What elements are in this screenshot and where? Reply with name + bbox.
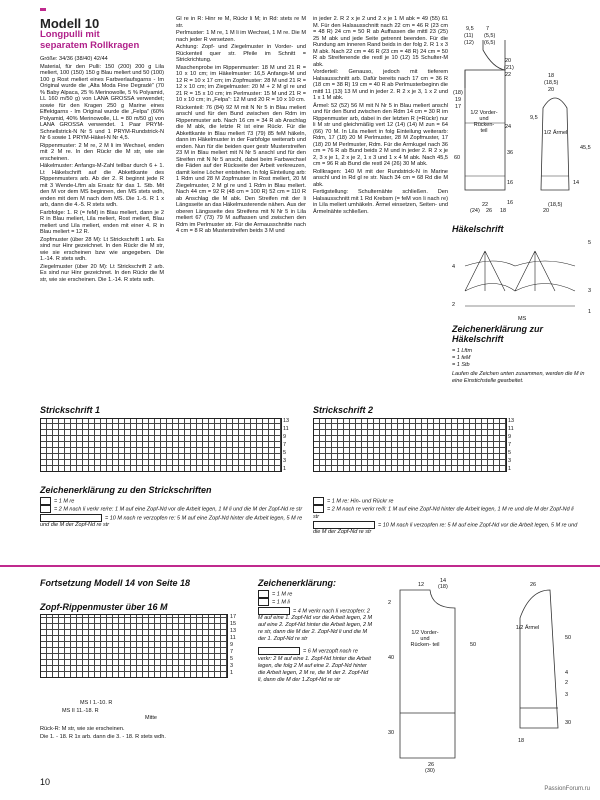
strickschrift2-grid: [313, 418, 507, 472]
schnitt1-dim: 20: [543, 208, 550, 214]
symbol-icon: [258, 598, 269, 606]
legend-l1: = 1 M re: [258, 590, 373, 598]
zopfmuster: Zopfmuster (über 28 M): Lt Strickschrift 1 arb. Es sind nur Hinr gezeichnet. In den Rückr die M str, wie sie erscheinen bzw wie angegeben. Die 1.-14. R stets wdh.: [40, 236, 164, 262]
schnitt2-dim: 30: [388, 730, 395, 736]
schnitt2-dim: 50: [565, 635, 572, 641]
legend-l3: = 4 M verkr nach li verzopfen: 2 M auf eine 1. Zopf-Nd vor die Arbeit legen, 2 M auf eine 2. Zopf-Nd hinter die Arbeit legen, 2 M re str, dann die M der 2. Zopf-Nd li und die M der 1. Zopf-Nd re str: [258, 608, 373, 643]
legend-b3: = 10 M nach li verzopfen re: 5 M auf eine Zopf-Nd vor die Arbeit legen, 5 M re und die M der Zopf-Nd re str: [313, 522, 578, 536]
symbol-icon: [313, 505, 324, 513]
symbol-icon: [313, 521, 375, 529]
symbol-icon: [40, 514, 102, 522]
schnitt2-dim: 26: [428, 762, 435, 768]
schnitt1-dim: 16: [507, 180, 514, 186]
achtung: Achtung: Zopf- und Ziegelmuster in Vorder- und Rückenteil quer str. Pfeile im Schnitt = Strickrichtung.: [176, 44, 306, 63]
legend-stb: = 1 Stb: [452, 362, 470, 368]
text-column-1: [40, 56, 164, 284]
legend-note: Laufen die Zeichen unten zusammen, werden die M in eine Einstichstelle gearbeitet.: [452, 371, 585, 384]
farbfolge: Farbfolge: 1. R (= feM) in Blau meliert, dann je 2 R in Blau meliert, Lila meliert, Rost meliert, Blau meliert und Lila meliert, enden mit einer 4. R in Blau meliert = 12 R.: [40, 209, 164, 235]
schnitt1-dim: 17: [455, 104, 462, 110]
schnitt2-dim: 26: [530, 582, 537, 588]
schnitt2-dim: 4: [565, 670, 569, 676]
schnitt1-dim: 22: [482, 202, 489, 208]
schnitt2-dim: 50: [470, 642, 477, 648]
ms2-label: MS II 11.-18. R: [62, 708, 99, 714]
zopf-rippen-title: Zopf-Rippenmuster über 16 M: [40, 602, 168, 612]
top-accent-bar: [40, 8, 46, 11]
symbol-icon: [40, 497, 51, 505]
haekelschrift-chart: [455, 236, 585, 316]
bottom-legend: [258, 590, 373, 684]
schnitt1-dim: 9,5: [530, 115, 538, 121]
schnitt1-dim: 20: [505, 58, 512, 64]
schnitt-diagram-2: [380, 578, 590, 778]
haekel-row-2: 2: [452, 302, 456, 308]
symbol-icon: [313, 497, 324, 505]
rueckenteil: Rückenteil: 76 (84) 92 M mit N Nr 5 in Blau meliert anschl und für den Bund zwischen den Rdm im Rippenmuster arb. Nach 16 cm = 34 R ab Anschlag die M abk, die letzte R ist eine Rückr. Für die Abkettkante in Blau meliert 73 (79) 85 feM häkeln, dann im Häkelmuster in der Farbfolge weiterarb und enden. Nun für die beiden quer gestr Musterstreifen 23 M in Blau meliert mit N Nr 5 anschl und für den Streifen mit N Nr 5 anschl, dabei beim Farbwechsel die Fäden auf der Rückseite der Arbeit verkreuzen, damit keine Löcher entstehen. In folg Einteilung arb: 1 Rdm und 28 M Zopfmuster in Rost meliert, 20 M Ziegelmuster, 2 M gl re und 1 Rdm in Blau meliert. Nach 44 cm = 92 R (48 cm = 100 R) 52 cm = 110 R ab Anschlag die M abk. Den Streifen mit der li Längsseite an das Häkelmusterende nähen. Aus der oberen Längsseite des Streifens mit N Nr 5 in Lila meliert 67 (73) 79 M auffassen und zwischen den Rdm im Perlmuster str. Für die Armausschnitte nach 4 cm = 8 R ab Musterstreifen beids 3 M und: [176, 104, 306, 234]
schnitt1-label-sleeve: 1/2 Ärmel: [543, 130, 568, 136]
strickschrift1-title: Strickschrift 1: [40, 405, 101, 415]
watermark: PassionForum.ru: [544, 786, 590, 792]
rueckr-note: Rück-R: M str, wie sie erscheinen.: [40, 726, 125, 732]
haekelmuster: Häkelmuster: Anfangs-M-Zahl teilbar durch 6 + 1. Lt Häkelschrift auf die Abkettkante des Rippenmusters arb. Ab der 2. R beginnt jede R mit 3 Wende-Lftm als Ersatz für das 1. Stb. Mit den M vor dem MS beginnen, den MS stets wdh, enden mit dem M nach dem MS. Die 1.-5. R 1 x arb, dann die 4.-5. R stets wdh.: [40, 163, 164, 208]
ziegelmuster: Ziegelmuster (über 20 M): Lt Strickschrift 2 arb. Es sind nur Hinr gezeichnet. In den Rückr die M str, wie sie erscheinen. Die 1.-14. R stets wdh.: [40, 263, 164, 283]
rueckenteil-cont: in jeder 2. R 2 x je 2 und 2 x je 1 M abk = 49 (55) 61 M. Für den Halsausschnitt nach 22 cm = 46 R (23 cm = 48 R) 24 cm = 50 R ab Auffassen die mittl 23 (25) 25 M abk und jede Seite getrennt beenden. Für die Rundung am inneren Rand beids in der folg 2. R 1 x 3 M abk. Nach 22 cm = 46 R (23 cm = 48 R) 24 cm = 50 R ab Streifenende die restl je 10 (12) 15 Schulter-M abk.: [313, 16, 448, 68]
schnitt1-dim: 18: [548, 73, 555, 79]
schnitt2-dim: 30: [565, 720, 572, 726]
haekel-legend-title: Zeichenerklärung zur Häkelschrift: [452, 324, 544, 344]
fortsetzung-title: Fortsetzung Modell 14 von Seite 18: [40, 578, 191, 588]
aermel: Ärmel: 52 (52) 56 M mit N Nr 5 in Blau meliert anschl und für den Bund zwischen den Rdm 14 cm = 30 R im Rippenmuster arb, dabei in der letzten R (=Rückr) nur li M str und gleichmäßig vert 12 (14) (14) M zun = 64 (66) 70 M. In Lila meliert in folg Einteilung weiterarb: Rdm, 17 (18) 20 M Perlmuster, 28 M Zopfmuster, 17 (18) 20 M Perlmuster, Rdm. Für die Armkugel nach 36 cm = 76 R ab Bund beids 2 M und in jeder 2. R 2 x je 2, 3 x je 1, 2 x je 2, 1 x 3 und 1 x 4 M abk. Nach 45,5 cm = 96 R ab Bund die restl 24 (26) 30 M abk.: [313, 102, 448, 167]
text-column-3: [313, 16, 448, 216]
schnitt1-label-body: 1/2 Vorder- und Rücken- teil: [470, 110, 498, 134]
schnitt1-dim: 24: [505, 124, 512, 130]
schnitt1-dim: (21): [504, 65, 514, 71]
schnitt2-dim: (18): [438, 584, 448, 590]
legend-l2: = 1 M li: [258, 598, 373, 606]
symbol-icon: [258, 607, 290, 615]
glatt-rechts: Gl re in R: Hinr re M, Rückr li M; in Rd: stets re M str.: [176, 16, 306, 29]
haekel-row-5: 5: [588, 240, 592, 246]
legend-b1: = 1 M re: Hin- und Rückr re: [313, 497, 578, 505]
schnitt1-dim: 19: [455, 97, 462, 103]
section-divider: [0, 565, 600, 567]
schnitt1-dim: (5,5): [484, 33, 496, 39]
schnitt1-dim: (6,5): [484, 40, 496, 46]
symbol-icon: [258, 647, 300, 655]
schnitt1-dim: (18,5): [544, 80, 559, 86]
schnitt1-dim: 14: [573, 180, 580, 186]
schnitt1-dim: (12): [464, 40, 474, 46]
mitte-label: Mitte: [145, 715, 157, 721]
perlmuster: Perlmuster: 1 M re, 1 M li im Wechsel, 1 M re. Die M nach jeder R versetzen.: [176, 30, 306, 43]
vorderteil: Vorderteil: Genauso, jedoch mit tieferem Halsausschnitt arb. Dafür bereits nach 17 cm = 36 R (18 cm = 38 R) 19 cm = 40 R ab Perlmusterbeginn die mittl 11 (13) 13 M und in jeder 2. R 2 x je 3, 1 x 2 und 1 x 1 M abk.: [313, 69, 448, 101]
maschenprobe: Maschenprobe im Rippenmuster: 18 M und 21 R = 10 x 10 cm; im Häkelmuster: 16,5 Anfangs-M und 12 R = 10 x 17 cm; im Zopfmuster: 28 M und 21 R = 12 x 10 cm; im Ziegelmuster: 20 M + 2 M gl re und 21 R = 15 x 10 cm; im Perlmuster: 15 M und 21 R = 10 x 10 cm; in „Felpa“: 12 M und 20 R = 10 x 10 cm.: [176, 64, 306, 103]
schnitt1-dim: (18): [453, 90, 463, 96]
zopf-notes: [40, 726, 240, 741]
legend-fem: = 1 feM: [452, 355, 471, 361]
schnitt1-dim: 36: [507, 150, 514, 156]
schnitt2-dim: 18: [518, 738, 525, 744]
legend-a1: = 1 M re: [40, 497, 305, 505]
schnitt2-label-sleeve: 1/2 Ärmel: [515, 625, 540, 631]
legend-l4: = 6 M verzopft nach re verkr: 2 M auf eine 1. Zopf-Nd hinter die Arbeit legen, die folg 2 M auf eine 2. Zopf-Nd hinter die Arbeit legen, 2 M re, die M der 2. Zopf-Nd li, dann die M der 1.Zopf-Nd re str: [258, 648, 371, 683]
haekel-row-4: 4: [452, 264, 456, 270]
symbol-icon: [40, 505, 51, 513]
schnitt2-dim: 40: [388, 655, 395, 661]
schnitt2-dim: 12: [418, 582, 425, 588]
schnitt1-dim: 22: [505, 72, 512, 78]
schnitt2-dim: 3: [565, 692, 569, 698]
strick-legend-left: [40, 497, 305, 529]
strickschrift2-title: Strickschrift 2: [313, 405, 374, 415]
groesse: Größe: 34/36 (38/40) 42/44: [40, 56, 108, 62]
rollkragen: Rollkragen: 140 M mit der Rundstrick-N in Marine anschl und in Rd gl re str. Nach 34 cm = 68 Rd die M abk.: [313, 168, 448, 188]
schnitt1-dim: (18,5): [548, 202, 563, 208]
legend-a3: = 10 M nach re verzopfen re: 5 M auf eine Zopf-Nd hinter die Arbeit legen, 5 M re und die M der Zopf-Nd re str: [40, 515, 303, 529]
schnitt1-dim: 7: [486, 26, 490, 32]
fertigstellung: Fertigstellung: Schulternähte schließen. Den Halsausschnitt mit 1 Rd Krebsm (= feM von li nach re) in Lila meliert umhäkeln. Ärmel einsetzen, Seiten- und Ärmelnähte schließen.: [313, 189, 448, 215]
rippenmuster: Rippenmuster: 2 M re, 2 M li im Wechsel, enden mit 2 M re. In den Rückr die M str, wie sie erscheinen.: [40, 142, 164, 162]
zopf-rippen-grid: [40, 614, 228, 678]
haekelschrift-title: Häkelschrift: [452, 224, 504, 234]
legend-b2: = 2 M nach re verkr re/li: 1 M auf eine Zopf-Nd hinter die Arbeit legen, 1 M re und die M der Zopf-Nd li str: [313, 506, 574, 520]
wdh-note: Die 1. - 18. R 1x arb. dann die 3. - 18. R stets wdh.: [40, 733, 166, 740]
page-number: 10: [40, 777, 51, 787]
legend-a2: = 2 M nach li verkr re/re: 1 M auf eine Zopf-Nd vor die Arbeit legen, 1 M li und die M der Zopf-Nd re str: [40, 505, 305, 513]
material: Material, für den Pulli: 150 (200) 200 g Lila meliert, 100 (150) 150 g Blau meliert und 50 (100) 100 g Rost meliert eines Farbverlaufsgarns - Im Original wurde die „Alta Moda Fine Degradé“ (70 % Baby Alpaca, 25 % Merinowolle, 5 % Polyamid, LL 160 m/50 g) von LANA GROSSA verwendet; sowie für den Kragen 250 g Marine eines Effektgarns - Im Original wurde die „Felpa“ (60% Polyamid, 40% Merinowolle, LL = 80 m/50 g) von LANA GROSSA verwendet. 1 Paar PRYM-Schnellstrick-N Nr 5 und 1 PRYM-Rundstrick-N Nr 6 sowie 1 PRYM-Häkel-N Nr 4,5.: [40, 63, 164, 141]
schnitt1-dim: (24): [470, 208, 480, 214]
schnitt2-label-body: 1/2 Vorder- und Rücken- teil: [410, 630, 440, 648]
schnitt2-dim: 2: [565, 680, 569, 686]
model-title: Modell 10: [40, 16, 100, 31]
bottom-legend-title: Zeichenerklärung:: [258, 578, 337, 588]
schnitt1-dim: 16: [507, 200, 514, 206]
ms1-label: MS I 1.-10. R: [80, 700, 113, 706]
schnitt1-dim: 20: [548, 87, 555, 93]
schnitt1-dim: 45,5: [580, 145, 591, 151]
strick-legend-title: Zeichenerklärung zu den Strickschriften: [40, 485, 212, 495]
symbol-icon: [258, 590, 269, 598]
schnitt1-dim: (11): [464, 33, 474, 39]
legend-lftm: = 1 Lftm: [452, 348, 473, 354]
schnitt2-dim: 2: [388, 600, 392, 606]
model-subtitle: Longpulli mit separatem Rollkragen: [40, 29, 140, 51]
schnitt1-dim: 9,5: [466, 26, 474, 32]
haekel-legend: [452, 348, 592, 385]
schnitt2-dim: (30): [425, 768, 435, 774]
strick-legend-right: [313, 497, 578, 536]
haekel-row-1: 1: [588, 309, 592, 315]
text-column-2: [176, 16, 306, 236]
strickschrift1-grid: [40, 418, 282, 472]
haekel-ms-label: MS: [518, 316, 527, 322]
haekel-row-3: 3: [588, 288, 592, 294]
schnitt2-dim: 14: [440, 578, 447, 584]
schnitt1-dim: 26: [486, 208, 493, 214]
schnitt1-dim: 60: [454, 155, 461, 161]
schnitt1-dim: 18: [500, 208, 507, 214]
